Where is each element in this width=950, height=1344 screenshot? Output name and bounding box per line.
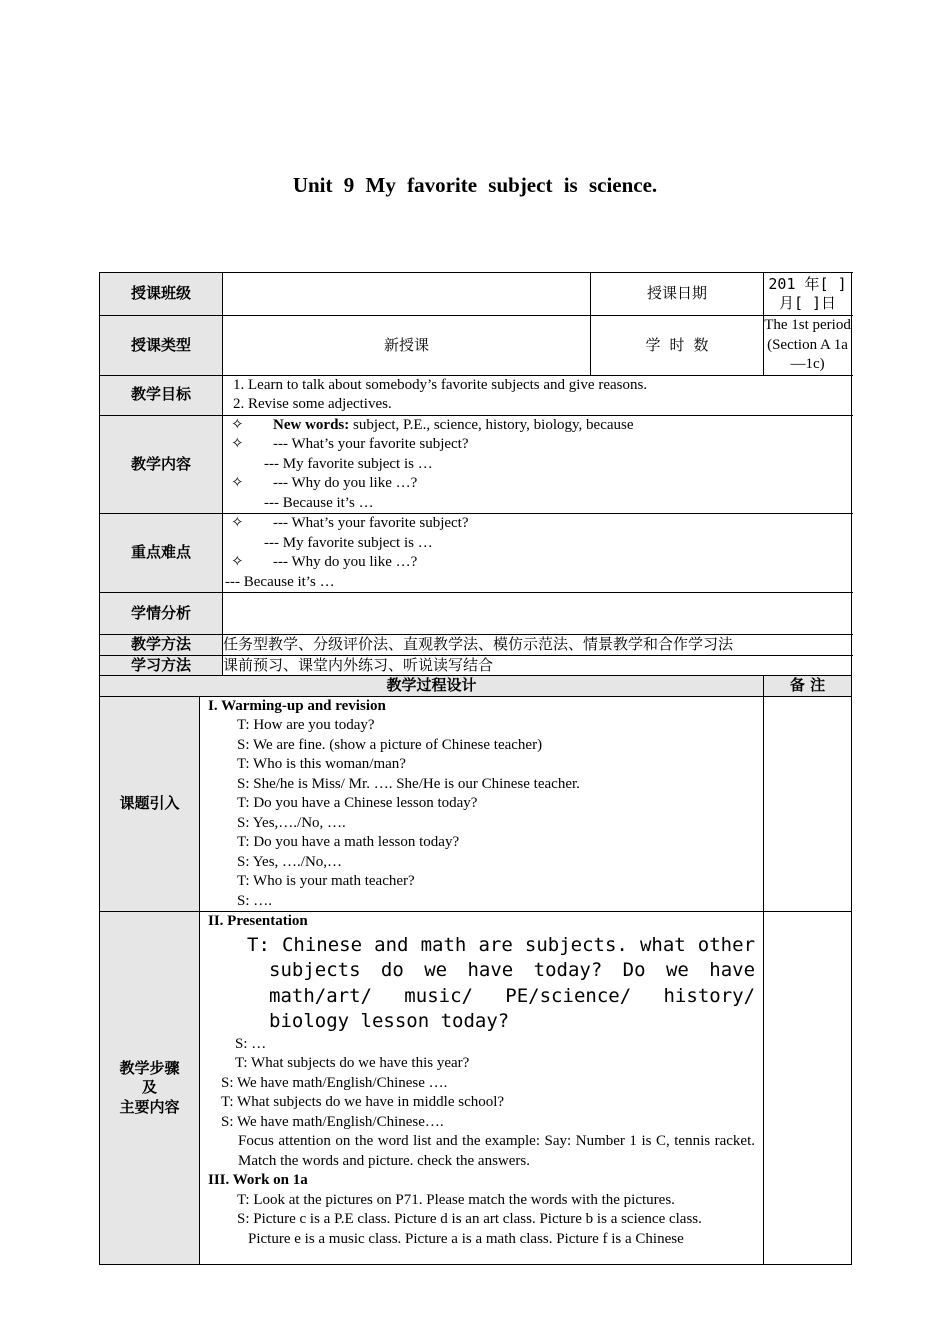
- type-value: 新授课: [223, 316, 591, 376]
- content-label: 教学内容: [100, 415, 223, 514]
- row-class: [100, 273, 852, 316]
- intro-line: T: Do you have a Chinese lesson today?: [237, 795, 478, 811]
- steps-focus: Focus attention on the word list and the example: Say: Number 1 is C, tennis racket. Match the words and picture. check the answers.: [238, 1133, 756, 1169]
- steps-t2: T: What subjects do we have this year?: [235, 1055, 470, 1071]
- teaching-methods-value: 任务型教学、分级评价法、直观教学法、模仿示范法、情景教学和合作学习法: [223, 635, 852, 656]
- key-points-cell: [223, 514, 852, 593]
- intro-line: S: We are fine. (show a picture of Chinese teacher): [237, 736, 543, 753]
- type-label: 授课类型: [100, 316, 223, 376]
- notes-header: 备 注: [764, 676, 852, 697]
- key-q1: ✧ --- What’s your favorite subject?: [223, 514, 851, 534]
- content-a2: --- Because it’s …: [264, 494, 374, 511]
- steps-label-1: 教学步骤: [119, 1058, 180, 1077]
- new-words-line: [223, 416, 851, 436]
- class-value: [223, 273, 591, 316]
- presentation-heading: II. Presentation: [208, 913, 308, 929]
- steps-s1: S: …: [235, 1035, 267, 1052]
- row-teaching-methods: [100, 635, 852, 656]
- diamond-bullet-icon: ✧: [231, 475, 244, 491]
- intro-line: S: ….: [237, 892, 273, 909]
- page-title: Unit 9 My favorite subject is science.: [292, 173, 658, 197]
- lesson-plan-table: [99, 272, 852, 1265]
- intro-line: S: Yes,…./No, ….: [237, 814, 346, 831]
- key-a2: --- Because it’s …: [225, 573, 335, 590]
- row-process-header: [100, 676, 852, 697]
- row-learning-methods: [100, 655, 852, 676]
- intro-line: T: Do you have a math lesson today?: [237, 834, 460, 850]
- learning-methods-value: 课前预习、课堂内外练习、听说读写结合: [223, 655, 852, 676]
- intro-line: T: Who is this woman/man?: [237, 756, 406, 772]
- intro-label: 课题引入: [100, 696, 200, 912]
- key-points-label: 重点难点: [100, 514, 223, 593]
- steps-s3: S: We have math/English/Chinese….: [221, 1113, 444, 1130]
- steps-label: [100, 912, 200, 1265]
- diamond-bullet-icon: ✧: [231, 436, 244, 452]
- row-steps: [100, 912, 852, 1265]
- intro-line: S: Yes, …./No,…: [237, 853, 343, 870]
- intro-heading: I. Warming-up and revision: [208, 697, 386, 714]
- row-key-points: [100, 514, 852, 593]
- content-q1: ✧ --- What’s your favorite subject?: [223, 435, 851, 455]
- learning-methods-label: 学习方法: [100, 655, 223, 676]
- row-type: [100, 316, 852, 376]
- steps-label-3: 主要内容: [119, 1097, 180, 1116]
- steps-label-2: 及: [141, 1078, 157, 1097]
- intro-line: S: She/he is Miss/ Mr. …. She/He is our Chinese teacher.: [237, 775, 580, 792]
- class-label: 授课班级: [100, 273, 223, 316]
- steps-s5: Picture e is a music class. Picture a is a math class. Picture f is a Chinese: [248, 1230, 684, 1247]
- work-heading: III. Work on 1a: [208, 1172, 308, 1188]
- diamond-bullet-icon: ✧: [231, 515, 244, 531]
- row-intro: [100, 696, 852, 912]
- teaching-methods-label: 教学方法: [100, 635, 223, 656]
- row-content: [100, 415, 852, 514]
- date-value: 201 年[ ]月[ ]日: [764, 273, 852, 316]
- new-words-list: subject, P.E., science, history, biology, because: [349, 416, 634, 433]
- objective-1: 1. Learn to talk about somebody’s favorite subjects and give reasons.: [233, 376, 648, 393]
- diamond-bullet-icon: ✧: [231, 554, 244, 570]
- intro-line: T: How are you today?: [237, 717, 375, 733]
- row-analysis: [100, 593, 852, 635]
- objectives-cell: [223, 375, 852, 415]
- objective-2: 2. Revise some adjectives.: [233, 396, 392, 412]
- intro-line: T: Who is your math teacher?: [237, 873, 415, 889]
- analysis-label: 学情分析: [100, 593, 223, 635]
- key-a1: --- My favorite subject is …: [264, 534, 433, 551]
- content-a1: --- My favorite subject is …: [264, 455, 433, 472]
- steps-notes: [764, 912, 852, 1265]
- content-cell: [223, 415, 852, 514]
- steps-t4: T: Look at the pictures on P71. Please match the words with the pictures.: [237, 1191, 675, 1208]
- row-objectives: [100, 375, 852, 415]
- date-label: 授课日期: [591, 273, 764, 316]
- analysis-value: [223, 593, 852, 635]
- process-design-header: 教学过程设计: [100, 676, 764, 697]
- hours-label: 学 时 数: [591, 316, 764, 376]
- objectives-label: 教学目标: [100, 375, 223, 415]
- new-words-label: New words:: [273, 416, 350, 433]
- key-q2: ✧ --- Why do you like …?: [223, 553, 851, 573]
- steps-cell: [200, 912, 764, 1265]
- intro-notes: [764, 696, 852, 912]
- hours-value: The 1st period (Section A 1a—1c): [764, 316, 852, 376]
- presentation-paragraph: T: Chinese and math are subjects. what other subjects do we have today? Do we have math/art/ music/ PE/science/ history/ biology lesson today?: [247, 933, 756, 1032]
- steps-t3: T: What subjects do we have in middle school?: [221, 1094, 505, 1110]
- diamond-bullet-icon: ✧: [231, 416, 244, 433]
- steps-s4: S: Picture c is a P.E class. Picture d is an art class. Picture b is a science class.: [237, 1211, 702, 1227]
- intro-cell: [200, 696, 764, 912]
- steps-s2: S: We have math/English/Chinese ….: [221, 1074, 448, 1091]
- content-q2: ✧ --- Why do you like …?: [223, 474, 851, 494]
